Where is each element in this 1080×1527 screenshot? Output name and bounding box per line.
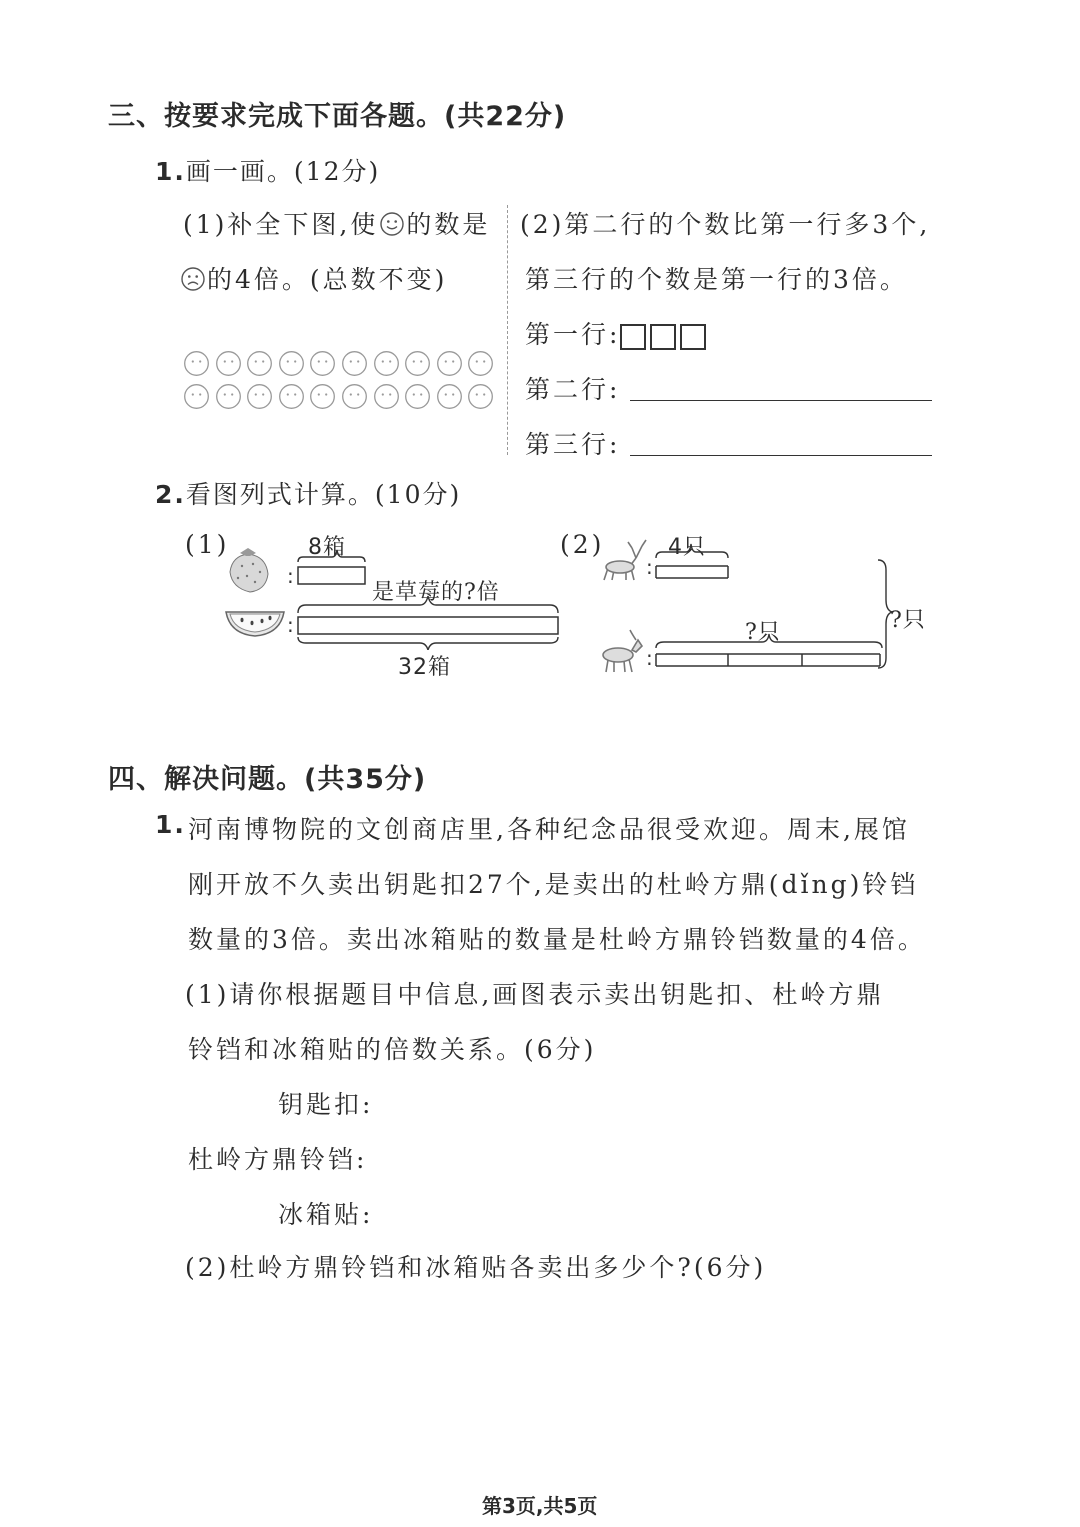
draw-part1-line2 <box>180 260 447 296</box>
blank-face-icon[interactable] <box>183 383 210 410</box>
diagram2-top-value: 4只 <box>668 535 706 560</box>
section-4-title: 四、解决问题。(共35分) <box>108 764 427 795</box>
total-right-brace <box>878 560 892 668</box>
square-box <box>650 324 676 350</box>
goat-icon <box>603 630 642 672</box>
diagram2-label: (2) <box>560 530 605 559</box>
blank-face-icon[interactable] <box>309 350 336 377</box>
row3-label: 第三行: <box>525 430 621 459</box>
question-text: 画一画。(12分) <box>185 157 381 186</box>
s4-q1-number <box>155 810 186 839</box>
s4-q1-sub1-line1: (1)请你根据题目中信息,画图表示卖出钥匙扣、杜岭方鼎 <box>185 980 885 1009</box>
row3-answer-line[interactable] <box>630 455 932 456</box>
diagram2-middle-value: ?只 <box>745 620 781 645</box>
blank-face-icon[interactable] <box>341 383 368 410</box>
blank-face-icon[interactable] <box>436 350 463 377</box>
row1 <box>525 315 710 351</box>
deer-icon <box>604 540 646 580</box>
blank-face-icon[interactable] <box>404 383 431 410</box>
diagram1-label: (1) <box>185 530 230 559</box>
colon: : <box>646 555 653 579</box>
blank-face-icon[interactable] <box>373 350 400 377</box>
blank-face-icon[interactable] <box>341 350 368 377</box>
s4-q1-line3: 数量的3倍。卖出冰箱贴的数量是杜岭方鼎铃铛数量的4倍。 <box>188 925 926 954</box>
smiley-face-icon <box>379 211 405 237</box>
face-grid <box>183 350 494 410</box>
row1-label: 第一行: <box>525 320 621 349</box>
blank-face-icon[interactable] <box>246 350 273 377</box>
question-1-title <box>155 152 380 188</box>
draw-part2-line1: (2)第二行的个数比第一行多3个, <box>520 210 931 239</box>
page-number: 第3页,共5页 <box>482 1494 598 1518</box>
colon: : <box>646 646 653 670</box>
blank-face-icon[interactable] <box>183 350 210 377</box>
diagram2 <box>596 530 896 680</box>
draw-part1-line1 <box>183 205 490 241</box>
s4-q1-sub2: (2)杜岭方鼎铃铛和冰箱贴各卖出多少个?(6分) <box>185 1253 767 1282</box>
square-box <box>680 324 706 350</box>
blank-face-icon[interactable] <box>215 350 242 377</box>
colon: : <box>287 613 294 637</box>
watermelon-icon <box>226 612 284 636</box>
relation-brace <box>298 596 558 613</box>
diagram1-bottom-value: 32箱 <box>398 655 451 680</box>
strawberry-icon <box>230 548 268 592</box>
question-number: 1. <box>155 157 186 186</box>
row2-answer-line[interactable] <box>630 400 932 401</box>
square-box <box>620 324 646 350</box>
diagram1 <box>220 540 570 650</box>
draw-part1-text-c: 的4倍。(总数不变) <box>207 265 448 294</box>
blank-face-icon[interactable] <box>404 350 431 377</box>
diagram1-relation: 是草莓的?倍 <box>372 580 500 605</box>
draw-part2-line2: 第三行的个数是第一行的3倍。 <box>525 265 908 294</box>
blank-face-icon[interactable] <box>278 350 305 377</box>
total-brace <box>298 637 558 650</box>
s4-q1-line1: 河南博物院的文创商店里,各种纪念品很受欢迎。周末,展馆 <box>188 815 910 844</box>
question-2-title <box>155 475 461 511</box>
draw-part1-text-b: 的数是 <box>406 210 491 239</box>
blank-face-icon[interactable] <box>467 383 494 410</box>
label-magnet: 冰箱贴: <box>278 1200 374 1229</box>
blank-face-icon[interactable] <box>436 383 463 410</box>
question-number: 2. <box>155 480 186 509</box>
diagram1-top-value: 8箱 <box>308 535 346 560</box>
sad-face-icon <box>180 266 206 292</box>
label-bell: 杜岭方鼎铃铛: <box>188 1145 368 1174</box>
blank-face-icon[interactable] <box>373 383 400 410</box>
row2-label: 第二行: <box>525 375 621 404</box>
goat-brace <box>656 634 882 648</box>
s4-q1-sub1-line2: 铃铛和冰箱贴的倍数关系。(6分) <box>188 1035 597 1064</box>
diagram2-total-value: ?只 <box>890 608 926 633</box>
question-text: 看图列式计算。(10分) <box>185 480 462 509</box>
blank-face-icon[interactable] <box>467 350 494 377</box>
colon: : <box>287 564 294 588</box>
draw-part1-text-a: (1)补全下图,使 <box>183 210 379 239</box>
s4-q1-line2: 刚开放不久卖出钥匙扣27个,是卖出的杜岭方鼎(dǐng)铃铛 <box>188 870 919 899</box>
blank-face-icon[interactable] <box>246 383 273 410</box>
blank-face-icon[interactable] <box>309 383 336 410</box>
column-divider <box>507 205 508 455</box>
blank-face-icon[interactable] <box>215 383 242 410</box>
strawberry-brace <box>298 550 365 562</box>
strawberry-bar <box>298 567 365 584</box>
deer-brace <box>656 544 728 558</box>
question-number: 1. <box>155 810 186 839</box>
section-3-title: 三、按要求完成下面各题。(共22分) <box>108 101 567 132</box>
watermelon-bar <box>298 617 558 634</box>
label-keychain: 钥匙扣: <box>278 1090 374 1119</box>
blank-face-icon[interactable] <box>278 383 305 410</box>
